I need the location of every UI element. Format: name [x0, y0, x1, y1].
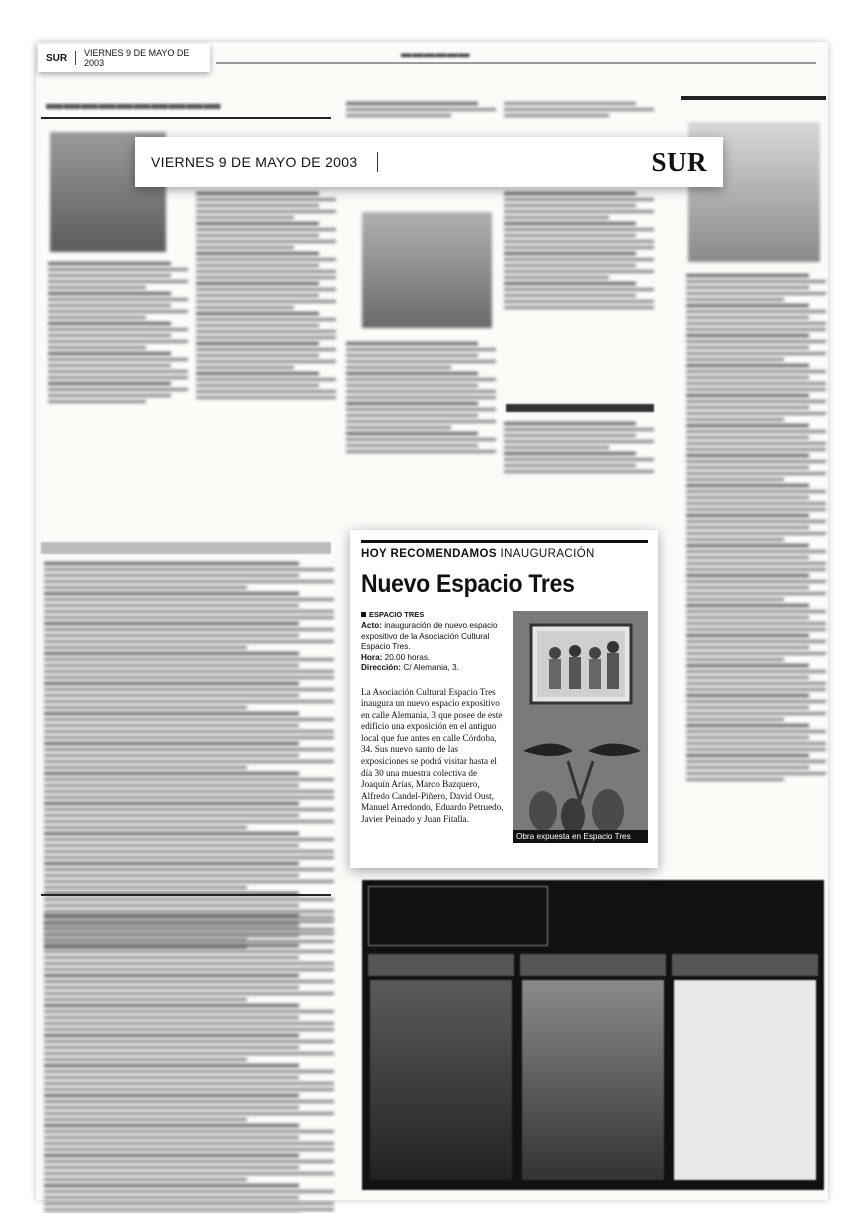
tag-label: ESPACIO TRES [369, 610, 425, 619]
article-info [361, 621, 505, 674]
column-text-6 [504, 192, 654, 312]
column-text-1 [48, 262, 188, 406]
article-kicker [361, 548, 648, 560]
info-acto-label: Acto: [361, 621, 382, 630]
kicker-bold: HOY RECOMENDAMOS [361, 548, 497, 560]
column-text-10 [44, 914, 334, 1213]
article-card [350, 530, 658, 868]
article-headline: Nuevo Espacio Tres [361, 570, 575, 598]
small-header-date: VIERNES 9 DE MAYO DE 2003 [84, 48, 190, 68]
info-acto: inauguración de nuevo espacio expositivo de la Asociación Cultural Espacio Tres. [361, 621, 498, 651]
sur-logo: SUR [651, 146, 707, 177]
info-direccion-label: Dirección: [361, 663, 402, 672]
column-text-7 [504, 422, 654, 476]
kicker-rest: INAUGURACIÓN [496, 548, 595, 560]
teatro-advertisement [362, 880, 824, 1190]
column-text-4 [346, 342, 496, 456]
article-text-column [361, 609, 505, 843]
info-direccion: C/ Alemania, 3. [401, 663, 459, 672]
agenda-heading: ▬▬▬▬▬▬ [401, 48, 470, 60]
column-text-8 [686, 274, 826, 784]
article-body: La Asociación Cultural Espacio Tres inaugura un nuevo espacio expositivo en calle Alemania, 3 que posee de este edificio una exposición en el antiguo local que fue antes en calle Córdoba, 34. Sus nuevo santo de las exposiciones se podrá visitar hasta el día 30 una muestra colectiva de Joaquín Arias, Marco Bazquero, Alfredo Candel-Piñero, David Oust, Manuel Arredondo, Eduardo Petruedo, Javier Peinado y Juan Fitalla. [361, 686, 504, 825]
que-hacer-hoy-heading-blur: ▬▬▬▬▬▬▬▬▬▬ [46, 94, 221, 113]
column-text-3 [346, 102, 496, 120]
article-top-rule [361, 540, 648, 543]
artwork-caption: Obra expuesta en Espacio Tres [513, 830, 648, 843]
header-date: VIERNES 9 DE MAYO DE 2003 [151, 154, 358, 170]
artwork-photo [513, 611, 648, 843]
small-header-divider [75, 51, 76, 65]
small-header-card [38, 44, 210, 72]
article-tag [361, 609, 505, 620]
info-hora-label: Hora: [361, 652, 383, 662]
square-bullet-icon [361, 612, 366, 617]
small-logo: SUR [46, 52, 68, 64]
big-header-card [135, 137, 723, 187]
info-hora: 20.00 horas. [382, 652, 431, 662]
column-text-5 [504, 102, 654, 120]
column-text-2 [196, 192, 336, 402]
header-divider [377, 152, 378, 172]
man-photo [362, 212, 492, 328]
artwork-illustration [513, 611, 648, 843]
